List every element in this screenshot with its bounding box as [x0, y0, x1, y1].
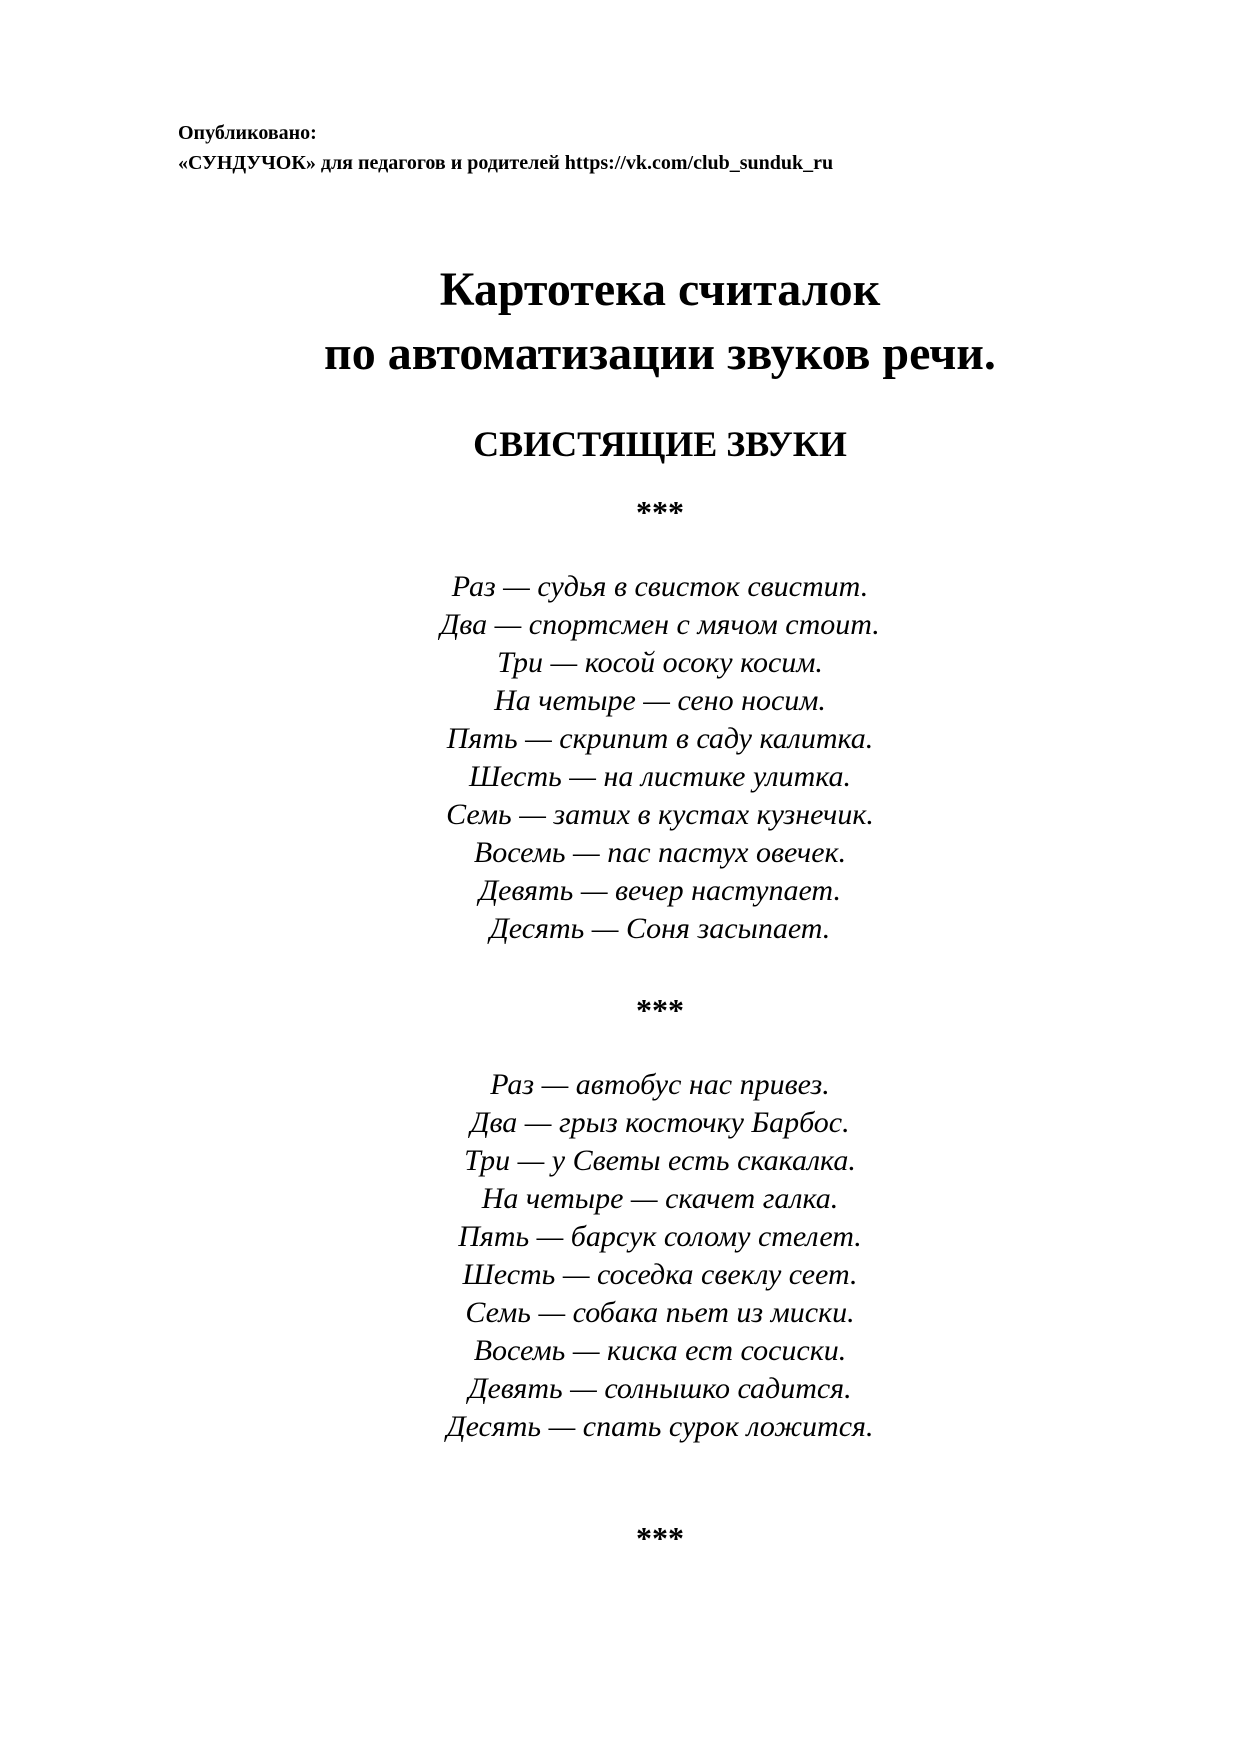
- publisher-info: [178, 118, 833, 178]
- poem-line: Пять — барсук солому стелет.: [458, 1220, 862, 1253]
- poem-line: Пять — скрипит в саду калитка.: [446, 722, 874, 755]
- poem-line: Восемь — пас пастух овечек.: [473, 836, 847, 869]
- poem-line: Раз — автобус нас привез.: [490, 1068, 830, 1101]
- poem-line: Девять — вечер наступает.: [479, 874, 841, 907]
- poem-line: Два — грыз косточку Барбос.: [470, 1106, 850, 1139]
- poem-2: [0, 1066, 1240, 1446]
- poem-line: На четыре — сено носим.: [494, 684, 826, 717]
- separator-2: ***: [636, 992, 684, 1028]
- poem-line: Восемь — киска ест сосиски.: [473, 1334, 847, 1367]
- section-heading: СВИСТЯЩИЕ ЗВУКИ: [473, 424, 847, 464]
- poem-line: Три — у Светы есть скакалка.: [464, 1144, 856, 1177]
- source-line: «СУНДУЧОК» для педагогов и родителей https://vk.com/club_sunduk_ru: [178, 152, 834, 174]
- poem-line: Три — косой осоку косим.: [497, 646, 823, 679]
- title-line-2: по автоматизации звуков речи.: [324, 327, 996, 380]
- poem-line: Девять — солнышко садится.: [468, 1372, 852, 1405]
- poem-line: Десять — Соня засыпает.: [489, 912, 831, 945]
- document-title: [0, 258, 1240, 386]
- poem-line: Шесть — на листике улитка.: [468, 760, 852, 793]
- poem-line: Раз — судья в свисток свистит.: [451, 570, 869, 603]
- poem-line: Шесть — соседка свеклу сеет.: [462, 1258, 858, 1291]
- title-line-1: Картотека считалок: [439, 263, 881, 316]
- poem-line: Семь — собака пьет из миски.: [465, 1296, 855, 1329]
- poem-line: Десять — спать сурок ложится.: [446, 1410, 874, 1443]
- published-label: Опубликовано:: [178, 122, 317, 144]
- poem-line: Семь — затих в кустах кузнечик.: [446, 798, 874, 831]
- separator-1: ***: [636, 494, 684, 530]
- poem-line: Два — спортсмен с мячом стоит.: [440, 608, 880, 641]
- poem-line: На четыре — скачет галка.: [481, 1182, 839, 1215]
- poem-1: [0, 568, 1240, 948]
- separator-3: ***: [636, 1520, 684, 1556]
